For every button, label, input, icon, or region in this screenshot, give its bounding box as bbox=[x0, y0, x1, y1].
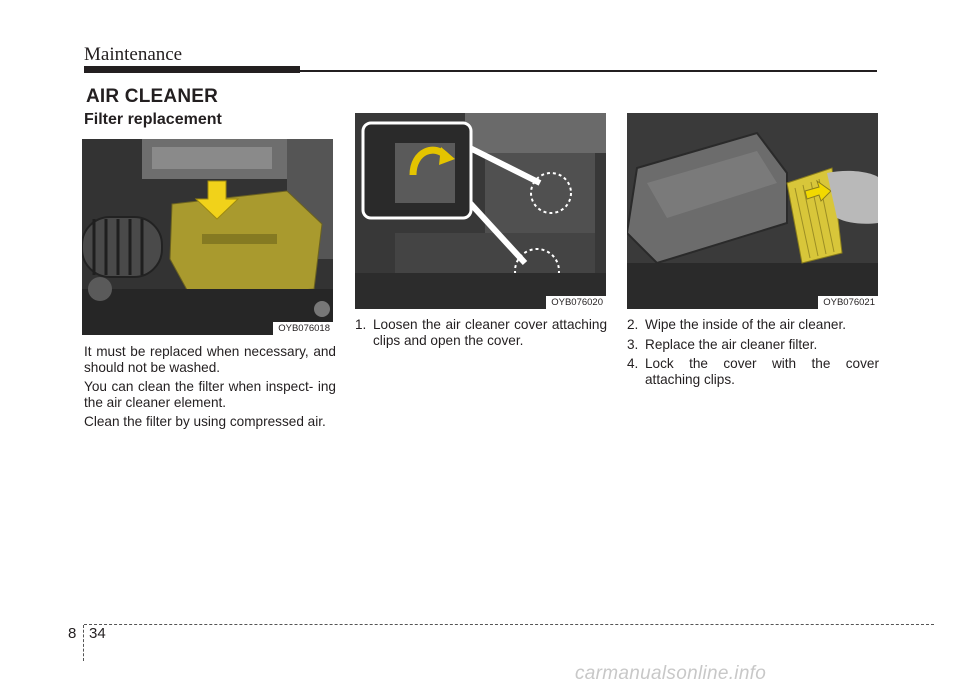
step-text: Loosen the air cleaner cover attaching clips and open the cover. bbox=[373, 317, 607, 348]
figure-code: OYB076021 bbox=[818, 296, 878, 309]
column-3-text bbox=[627, 317, 879, 391]
step-item bbox=[627, 317, 879, 333]
step-text: Wipe the inside of the air cleaner. bbox=[645, 317, 846, 332]
air-cleaner-cover-highlight bbox=[170, 191, 322, 299]
paragraph: Clean the filter by using compressed air. bbox=[84, 414, 326, 429]
figure-replace-filter bbox=[627, 113, 878, 309]
section-title: AIR CLEANER bbox=[86, 86, 219, 107]
figure-engine-bay-cover bbox=[82, 139, 333, 335]
footer-page-separator bbox=[83, 625, 84, 661]
figure-code: OYB076018 bbox=[273, 322, 333, 335]
step-number: 1. bbox=[355, 317, 367, 332]
header-rule-thin bbox=[300, 70, 877, 72]
footer-divider bbox=[84, 624, 934, 625]
paragraph: It must be replaced when necessary, and should not be washed. bbox=[84, 344, 336, 375]
header-rule-thick bbox=[84, 66, 300, 73]
column-1-text bbox=[84, 344, 336, 434]
column-2-text bbox=[355, 317, 607, 352]
chapter-number: 8 bbox=[68, 625, 77, 642]
section-subtitle: Filter replacement bbox=[84, 111, 222, 128]
step-item bbox=[627, 337, 879, 353]
step-text: Replace the air cleaner filter. bbox=[645, 336, 818, 352]
figure-code: OYB076020 bbox=[546, 296, 606, 309]
page-number: 34 bbox=[89, 625, 106, 642]
step-number: 3. bbox=[627, 336, 639, 352]
watermark: carmanualsonline.info bbox=[575, 663, 767, 684]
step-number: 2. bbox=[627, 317, 639, 332]
step-item bbox=[627, 356, 879, 387]
paragraph: You can clean the filter when inspect- ing the air cleaner element. bbox=[84, 379, 336, 410]
step-text: Lock the cover with the cover attaching clips. bbox=[645, 356, 879, 387]
step-number: 4. bbox=[627, 356, 639, 371]
step-item bbox=[355, 317, 607, 348]
page-header-title: Maintenance bbox=[84, 44, 183, 65]
figure-loosen-clips bbox=[355, 113, 606, 309]
